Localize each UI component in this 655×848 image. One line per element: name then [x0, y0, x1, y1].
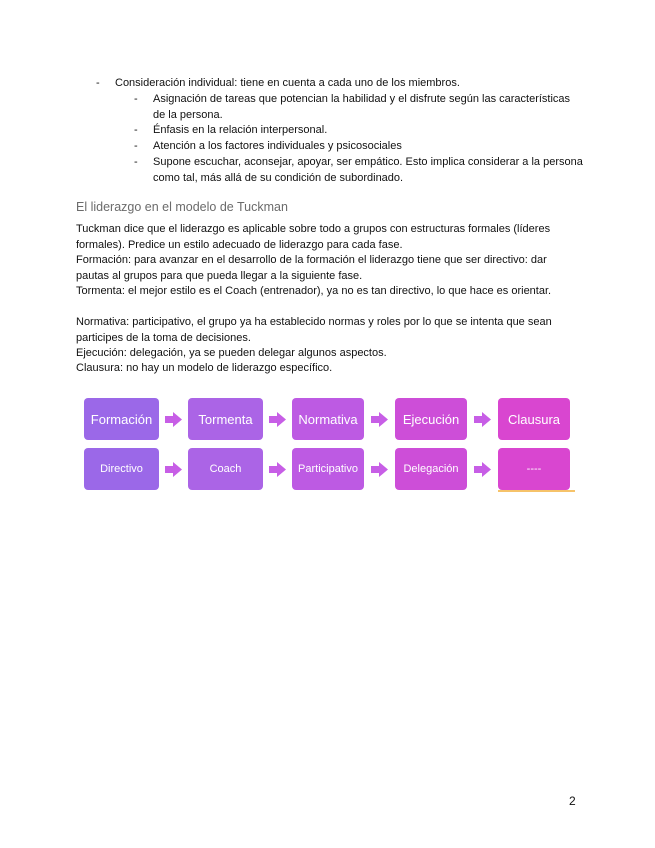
right-arrow-icon [165, 412, 182, 427]
section-heading: El liderazgo en el modelo de Tuckman [76, 200, 288, 214]
bullet-dash: - [96, 77, 100, 89]
bullet-text: Consideración individual: tiene en cuenta a cada uno de los miembros. [115, 77, 460, 89]
right-arrow-icon [269, 412, 286, 427]
paragraph: Formación: para avanzar en el desarrollo de la formación el liderazgo tiene que ser directivo: dar pautas al grupos para que pueda llegar a la siguiente fase. [76, 254, 547, 282]
right-arrow-icon [371, 412, 388, 427]
paragraph: Clausura: no hay un modelo de liderazgo específico. [76, 362, 333, 374]
phase-box: Clausura [498, 398, 570, 440]
right-arrow-icon [269, 462, 286, 477]
paragraph: Normativa: participativo, el grupo ya ha establecido normas y roles por lo que se intenta que sean participes de la toma de decisiones. [76, 316, 552, 344]
paragraph: Tuckman dice que el liderazgo es aplicable sobre todo a grupos con estructuras formales (líderes formales). Predice un estilo adecuado de liderazgo para cada fase. [76, 223, 551, 251]
bullet-dash: - [134, 124, 138, 136]
bullet-text: Supone escuchar, aconsejar, apoyar, ser empático. Esto implica considerar a la persona como tal, más allá de su condición de subordinado. [153, 156, 583, 184]
right-arrow-icon [474, 462, 491, 477]
paragraph: Tormenta: el mejor estilo es el Coach (entrenador), ya no es tan directivo, lo que hace es orientar. [76, 285, 552, 297]
phase-box: Tormenta [188, 398, 263, 440]
page-number: 2 [569, 794, 576, 808]
bullet-dash: - [134, 93, 138, 105]
style-box: Delegación [395, 448, 467, 490]
bullet-text: Atención a los factores individuales y psicosociales [153, 140, 402, 152]
phase-box: Normativa [292, 398, 364, 440]
right-arrow-icon [371, 462, 388, 477]
style-box: Coach [188, 448, 263, 490]
decorative-underline [498, 490, 575, 492]
style-box: ---- [498, 448, 570, 490]
phase-box: Ejecución [395, 398, 467, 440]
bullet-dash: - [134, 156, 138, 168]
style-box: Directivo [84, 448, 159, 490]
style-box: Participativo [292, 448, 364, 490]
right-arrow-icon [165, 462, 182, 477]
bullet-text: Asignación de tareas que potencian la habilidad y el disfrute según las características de la persona. [153, 93, 571, 121]
phase-box: Formación [84, 398, 159, 440]
bullet-dash: - [134, 140, 138, 152]
bullet-text: Énfasis en la relación interpersonal. [153, 124, 328, 136]
right-arrow-icon [474, 412, 491, 427]
paragraph: Ejecución: delegación, ya se pueden delegar algunos aspectos. [76, 347, 387, 359]
